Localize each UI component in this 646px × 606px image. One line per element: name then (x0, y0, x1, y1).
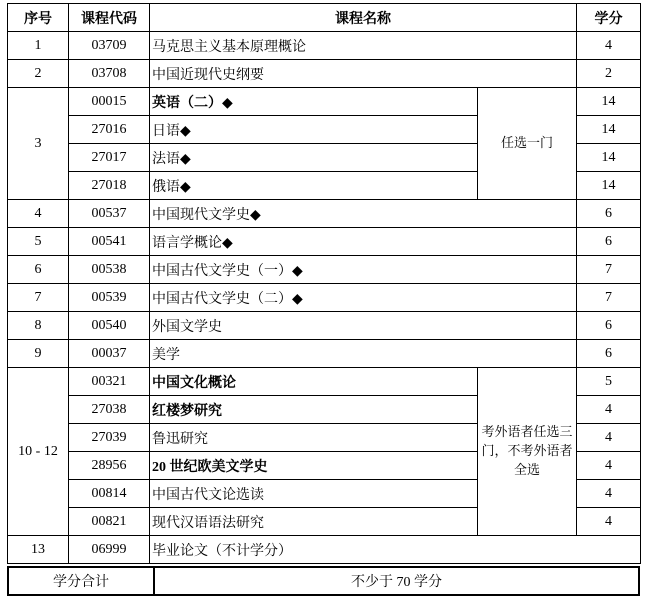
seq-cell: 4 (8, 200, 69, 228)
header-name: 课程名称 (150, 4, 577, 32)
credit-cell: 5 (577, 368, 641, 396)
code-cell: 27039 (69, 424, 150, 452)
seq-cell: 3 (8, 88, 69, 200)
name-cell: 英语（二）◆ (150, 88, 478, 116)
name-cell: 毕业论文（不计学分） (150, 536, 641, 564)
name-cell: 语言学概论◆ (150, 228, 577, 256)
code-cell: 00814 (69, 480, 150, 508)
seq-cell: 13 (8, 536, 69, 564)
seq-cell: 1 (8, 32, 69, 60)
name-cell: 中国古代文学史（二）◆ (150, 284, 577, 312)
name-cell: 红楼梦研究 (150, 396, 478, 424)
name-cell: 外国文学史 (150, 312, 577, 340)
code-cell: 27016 (69, 116, 150, 144)
summary-value: 不少于 70 学分 (154, 567, 639, 595)
seq-cell: 5 (8, 228, 69, 256)
code-cell: 03709 (69, 32, 150, 60)
table-row (8, 536, 641, 564)
header-code: 课程代码 (69, 4, 150, 32)
seq-cell: 7 (8, 284, 69, 312)
code-cell: 06999 (69, 536, 150, 564)
table-row (8, 88, 641, 116)
code-cell: 27017 (69, 144, 150, 172)
seq-cell: 2 (8, 60, 69, 88)
code-cell: 27018 (69, 172, 150, 200)
name-cell: 中国古代文论选读 (150, 480, 478, 508)
summary-label: 学分合计 (8, 567, 154, 595)
summary-row (8, 567, 639, 595)
header-row (8, 4, 641, 32)
code-cell: 00821 (69, 508, 150, 536)
code-cell: 00538 (69, 256, 150, 284)
table-row (8, 284, 641, 312)
name-cell: 法语◆ (150, 144, 478, 172)
header-seq: 序号 (8, 4, 69, 32)
code-cell: 27038 (69, 396, 150, 424)
credit-cell: 7 (577, 256, 641, 284)
code-cell: 00321 (69, 368, 150, 396)
summary-table (7, 566, 640, 596)
seq-cell: 10 - 12 (8, 368, 69, 536)
note-cell: 任选一门 (478, 88, 577, 200)
credit-cell: 4 (577, 508, 641, 536)
course-table (7, 3, 641, 564)
seq-cell: 6 (8, 256, 69, 284)
table-row (8, 60, 641, 88)
name-cell: 日语◆ (150, 116, 478, 144)
credit-cell: 4 (577, 424, 641, 452)
table-row (8, 368, 641, 396)
table-row (8, 256, 641, 284)
name-cell: 俄语◆ (150, 172, 478, 200)
credit-cell: 6 (577, 340, 641, 368)
code-cell: 00015 (69, 88, 150, 116)
table-row (8, 32, 641, 60)
code-cell: 03708 (69, 60, 150, 88)
code-cell: 00541 (69, 228, 150, 256)
note-cell: 考外语者任选三门，不考外语者全选 (478, 368, 577, 536)
name-cell: 美学 (150, 340, 577, 368)
code-cell: 00537 (69, 200, 150, 228)
name-cell: 马克思主义基本原理概论 (150, 32, 577, 60)
credit-cell: 14 (577, 88, 641, 116)
credit-cell: 6 (577, 200, 641, 228)
table-row (8, 228, 641, 256)
name-cell: 20 世纪欧美文学史 (150, 452, 478, 480)
seq-cell: 8 (8, 312, 69, 340)
credit-cell: 7 (577, 284, 641, 312)
name-cell: 中国古代文学史（一）◆ (150, 256, 577, 284)
credit-cell: 6 (577, 312, 641, 340)
credit-cell: 4 (577, 32, 641, 60)
code-cell: 28956 (69, 452, 150, 480)
table-row (8, 200, 641, 228)
code-cell: 00037 (69, 340, 150, 368)
credit-cell: 14 (577, 144, 641, 172)
credit-cell: 6 (577, 228, 641, 256)
name-cell: 中国近现代史纲要 (150, 60, 577, 88)
credit-cell: 2 (577, 60, 641, 88)
credit-cell: 4 (577, 452, 641, 480)
code-cell: 00539 (69, 284, 150, 312)
credit-cell: 14 (577, 172, 641, 200)
credit-cell: 4 (577, 396, 641, 424)
name-cell: 现代汉语语法研究 (150, 508, 478, 536)
credit-cell: 4 (577, 480, 641, 508)
table-row (8, 340, 641, 368)
name-cell: 中国文化概论 (150, 368, 478, 396)
seq-cell: 9 (8, 340, 69, 368)
table-row (8, 312, 641, 340)
credit-cell: 14 (577, 116, 641, 144)
header-credit: 学分 (577, 4, 641, 32)
name-cell: 鲁迅研究 (150, 424, 478, 452)
name-cell: 中国现代文学史◆ (150, 200, 577, 228)
code-cell: 00540 (69, 312, 150, 340)
